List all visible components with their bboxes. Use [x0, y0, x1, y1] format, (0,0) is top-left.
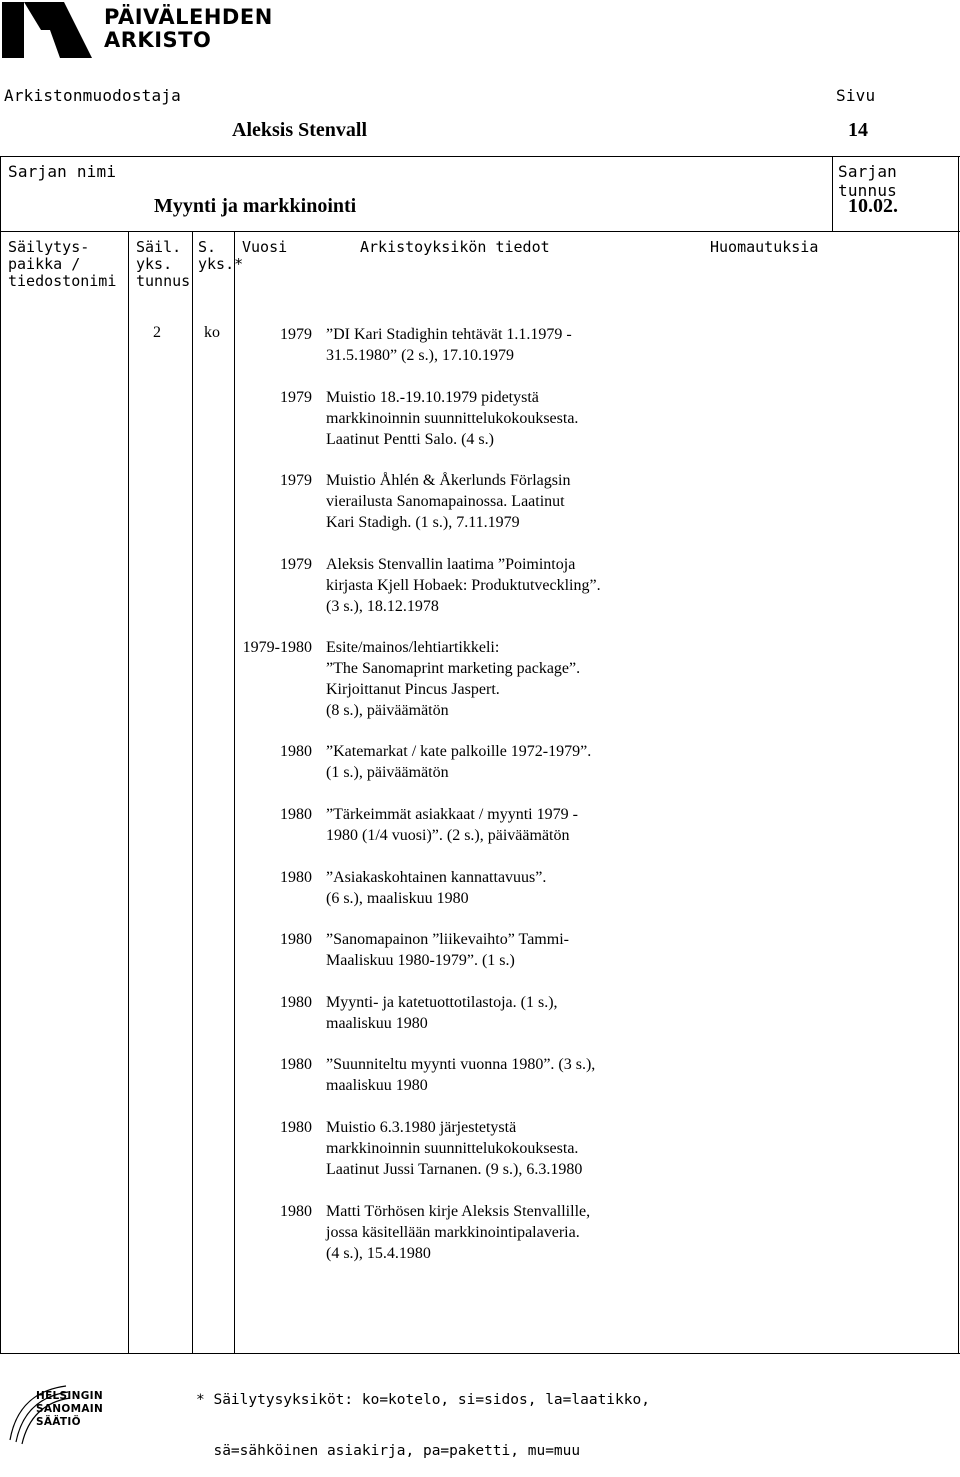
foundation-logo-text	[36, 1390, 103, 1429]
table-divider-top	[0, 231, 960, 232]
table-bottom-border	[0, 1353, 960, 1354]
series-id-value: 10.02.	[848, 195, 898, 217]
entry-year: 1980	[280, 1119, 312, 1136]
entry-description: ”Asiakaskohtainen kannattavuus”. (6 s.), maaliskuu 1980	[326, 869, 547, 907]
series-id-label: Sarjan tunnus	[838, 162, 897, 200]
foundation-line-1: HELSINGIN	[36, 1390, 103, 1402]
unit-id-value: 2	[153, 324, 161, 341]
table-right-border	[958, 156, 959, 1354]
entry-description: Matti Törhösen kirje Aleksis Stenvallille, jossa käsitellään markkinointipalaveria. (4 s.), 15.4.1980	[326, 1203, 591, 1262]
footer-note-line-1: * Säilytysyksiköt: ko=kotelo, si=sidos, la=laatikko,	[196, 1392, 650, 1408]
foundation-line-3: SÄÄTIÖ	[36, 1416, 81, 1428]
col-header-storage: Säilytys- paikka / tiedostonimi	[8, 238, 117, 290]
col-divider-1	[128, 231, 129, 1354]
entry-description: Myynti- ja katetuottotilastoja. (1 s.), maaliskuu 1980	[326, 994, 558, 1032]
entry-year: 1980	[280, 1056, 312, 1073]
entry-description: Muistio Åhlén & Åkerlunds Förlagsin vierailusta Sanomapainossa. Laatinut Kari Stadigh. (1 s.), 7.11.1979	[326, 472, 571, 531]
entry-description: Esite/mainos/lehtiartikkeli: ”The Sanomaprint marketing package”. Kirjoittanut Pincus Jaspert. (8 s.), päiväämätön	[326, 639, 581, 719]
series-name-value: Myynti ja markkinointi	[154, 195, 357, 217]
entry-year: 1979	[280, 389, 312, 406]
entry-year: 1980	[280, 994, 312, 1011]
entry-year: 1980	[280, 869, 312, 886]
col-header-year: Vuosi	[242, 238, 288, 256]
entry-year: 1979	[280, 472, 312, 489]
entry-description: Muistio 6.3.1980 järjestetystä markkinoinnin suunnittelukokouksesta. Laatinut Jussi Tarnanen. (9 s.), 6.3.1980	[326, 1119, 583, 1178]
series-id-divider	[832, 156, 833, 232]
page-number: 14	[848, 119, 868, 141]
col-header-unit-id: Säil. yks. tunnus	[136, 238, 191, 290]
header-divider-top	[0, 156, 960, 157]
entry-year: 1979-1980	[242, 639, 312, 656]
entry-description: ”Tärkeimmät asiakkaat / myynti 1979 - 1980 (1/4 vuosi)”. (2 s.), päiväämätön	[326, 806, 578, 844]
archive-former-value: Aleksis Stenvall	[232, 119, 368, 141]
entry-year: 1980	[280, 1203, 312, 1220]
archive-former-label: Arkistonmuodostaja	[4, 86, 181, 105]
foundation-line-2: SANOMAIN	[36, 1403, 104, 1415]
footer-note-line-2: sä=sähköinen asiakirja, pa=paketti, mu=muu	[196, 1443, 581, 1459]
col-header-unit: S. yks.*	[198, 238, 244, 273]
entry-year: 1979	[280, 556, 312, 573]
series-name-label: Sarjan nimi	[8, 162, 117, 181]
entry-description: Aleksis Stenvallin laatima ”Poimintoja kirjasta Kjell Hobaek: Produktutveckling”. (3 s.), 18.12.1978	[326, 556, 601, 615]
page-label: Sivu	[836, 86, 876, 105]
entry-year: 1980	[280, 931, 312, 948]
paivalehden-arkisto-logo-mark	[0, 0, 92, 60]
entry-year: 1979	[280, 326, 312, 343]
col-header-info: Arkistoyksikön tiedot	[360, 238, 550, 256]
entry-year: 1980	[280, 806, 312, 823]
entry-description: ”Suunniteltu myynti vuonna 1980”. (3 s.), maaliskuu 1980	[326, 1056, 596, 1094]
entry-year: 1980	[280, 743, 312, 760]
logo-line-2: ARKISTO	[104, 28, 212, 52]
logo-line-1: PÄIVÄLEHDEN	[104, 5, 273, 29]
entry-description: ”Sanomapainon ”liikevaihto” Tammi- Maaliskuu 1980-1979”. (1 s.)	[326, 931, 569, 969]
col-divider-2	[192, 231, 193, 1354]
col-header-notes: Huomautuksia	[710, 238, 819, 256]
entry-description: ”DI Kari Stadighin tehtävät 1.1.1979 - 31.5.1980” (2 s.), 17.10.1979	[326, 326, 572, 364]
entry-description: ”Katemarkat / kate palkoille 1972-1979”. (1 s.), päiväämätön	[326, 743, 592, 781]
unit-type-value: ko	[204, 324, 220, 341]
footer-note	[196, 1358, 650, 1477]
brand-logo-text	[104, 6, 273, 52]
entry-description: Muistio 18.-19.10.1979 pidetystä markkinoinnin suunnittelukokouksesta. Laatinut Pentti Salo. (4 s.)	[326, 389, 579, 448]
table-left-border	[0, 156, 1, 1354]
col-divider-3	[234, 231, 235, 1354]
